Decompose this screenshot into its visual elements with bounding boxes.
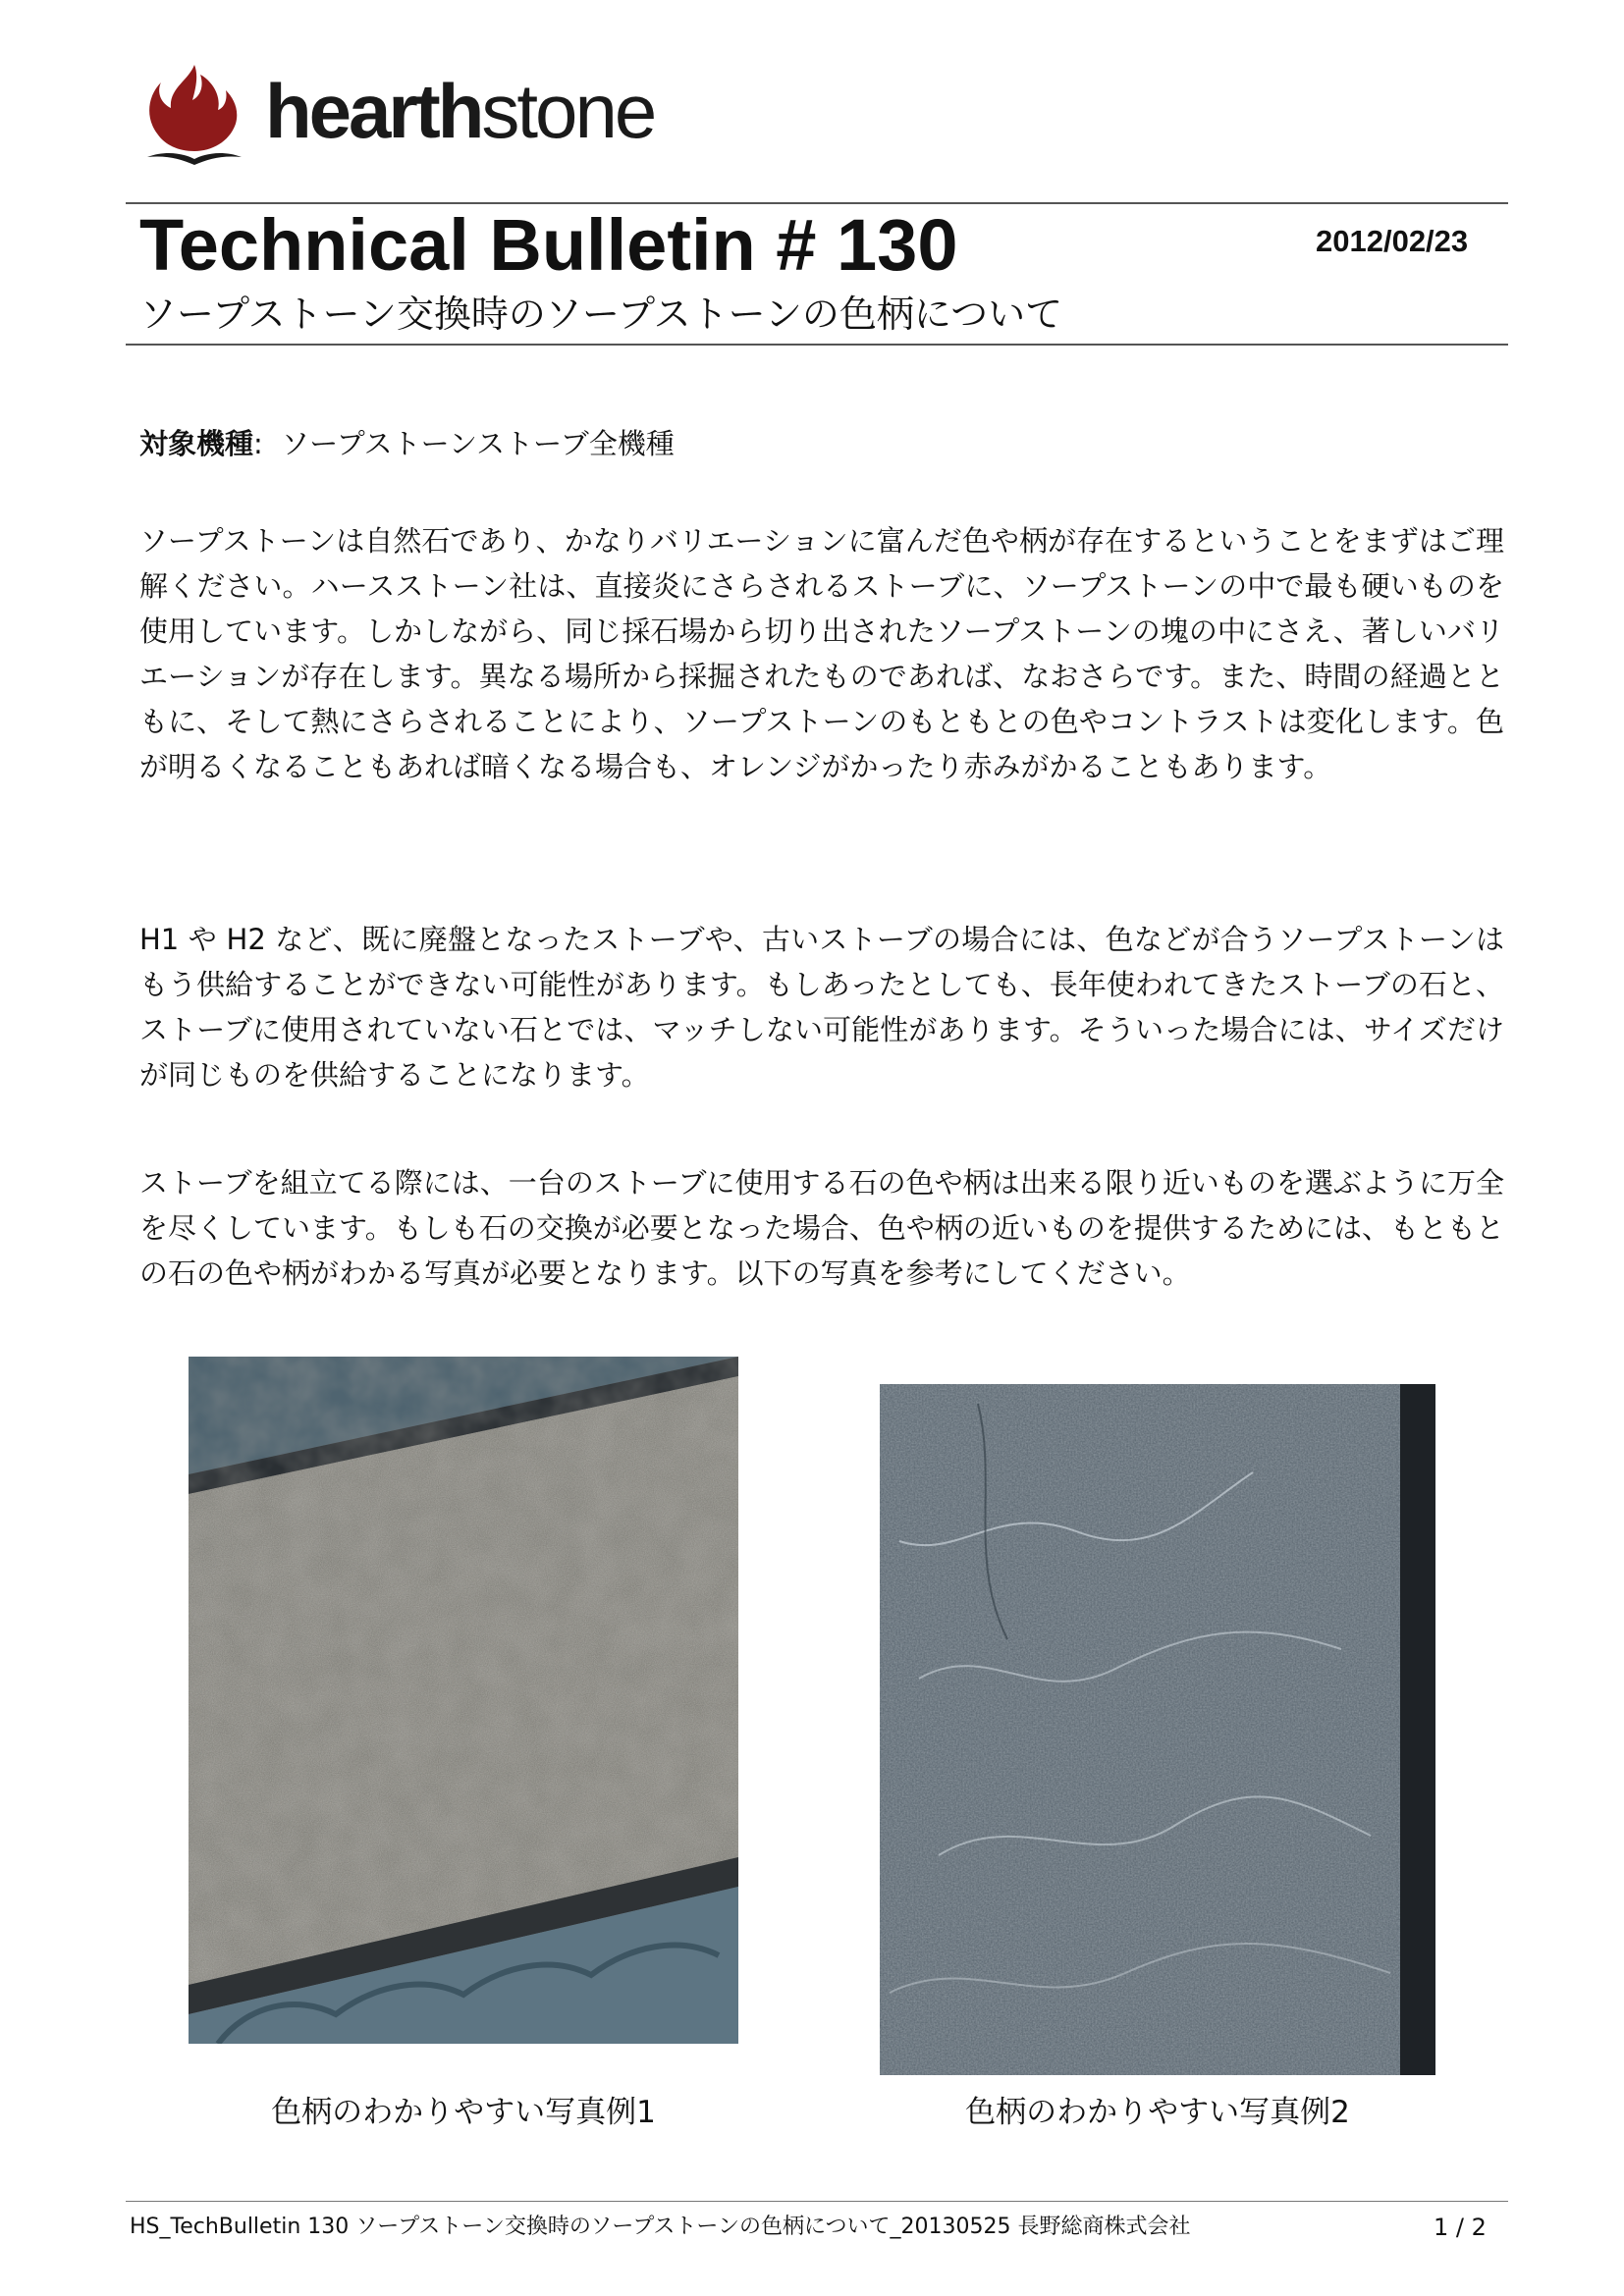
- target-value: ソープストーンストーブ全機種: [281, 427, 675, 460]
- paragraph-3: ストーブを組立てる際には、一台のストーブに使用する石の色や柄は出来る限り近いものを選ぶように万全を尽くしています。もしも石の交換が必要となった場合、色や柄の近いものを提供するためには、もともとの石の色や柄がわかる写真が必要となります。以下の写真を参考にしてください。: [139, 1166, 1504, 1290]
- bulletin-subtitle: ソープストーン交換時のソープストーンの色柄について: [139, 293, 1063, 336]
- paragraph-1: ソープストーンは自然石であり、かなりバリエーションに富んだ色や柄が存在するということをまずはご理解ください。ハースストーン社は、直接炎にさらされるストーブに、ソープストーンの中で最も硬いものを使用しています。しかしながら、同じ採石場から切り出されたソープストーンの塊の中にさえ、著しいバリエーションが存在します。異なる場所から採掘されたものであれば、なおさらです。また、時間の経過とともに、そして熱にさらされることにより、ソープストーンのもともとの色やコントラストは変化します。色が明るくなることもあれば暗くなる場合も、オレンジがかったり赤みがかることもあります。: [139, 524, 1504, 783]
- flame-icon: [139, 61, 249, 167]
- photo-2-caption: 色柄のわかりやすい写真例2: [965, 2095, 1350, 2130]
- page-number: 1 / 2: [1434, 2214, 1487, 2241]
- header-bottom-rule: [126, 344, 1508, 346]
- footer-rule: [126, 2201, 1508, 2202]
- target-models: [139, 424, 675, 463]
- bulletin-date: 2012/02/23: [1316, 224, 1469, 258]
- paragraph-2: H1 や H2 など、既に廃盤となったストーブや、古いストーブの場合には、色などが合うソープストーンはもう供給することができない可能性があります。もしあったとしても、長年使われてきたストーブの石と、ストーブに使用されていない石とでは、マッチしない可能性があります。そういった場合には、サイズだけが同じものを供給することになります。: [139, 923, 1504, 1092]
- logo-wordmark: hearthstone: [265, 68, 655, 154]
- target-separator: :: [253, 427, 263, 460]
- hearthstone-logo: [139, 61, 689, 169]
- photo-1-caption: 色柄のわかりやすい写真例1: [271, 2095, 656, 2130]
- soapstone-photo-1: [189, 1357, 738, 2044]
- bulletin-title: Technical Bulletin # 130: [139, 204, 958, 286]
- soapstone-photo-2: [880, 1384, 1435, 2075]
- footer-text: HS_TechBulletin 130 ソープストーン交換時のソープストーンの色柄について_20130525 長野総商株式会社: [130, 2215, 1191, 2239]
- target-label: 対象機種: [139, 427, 254, 460]
